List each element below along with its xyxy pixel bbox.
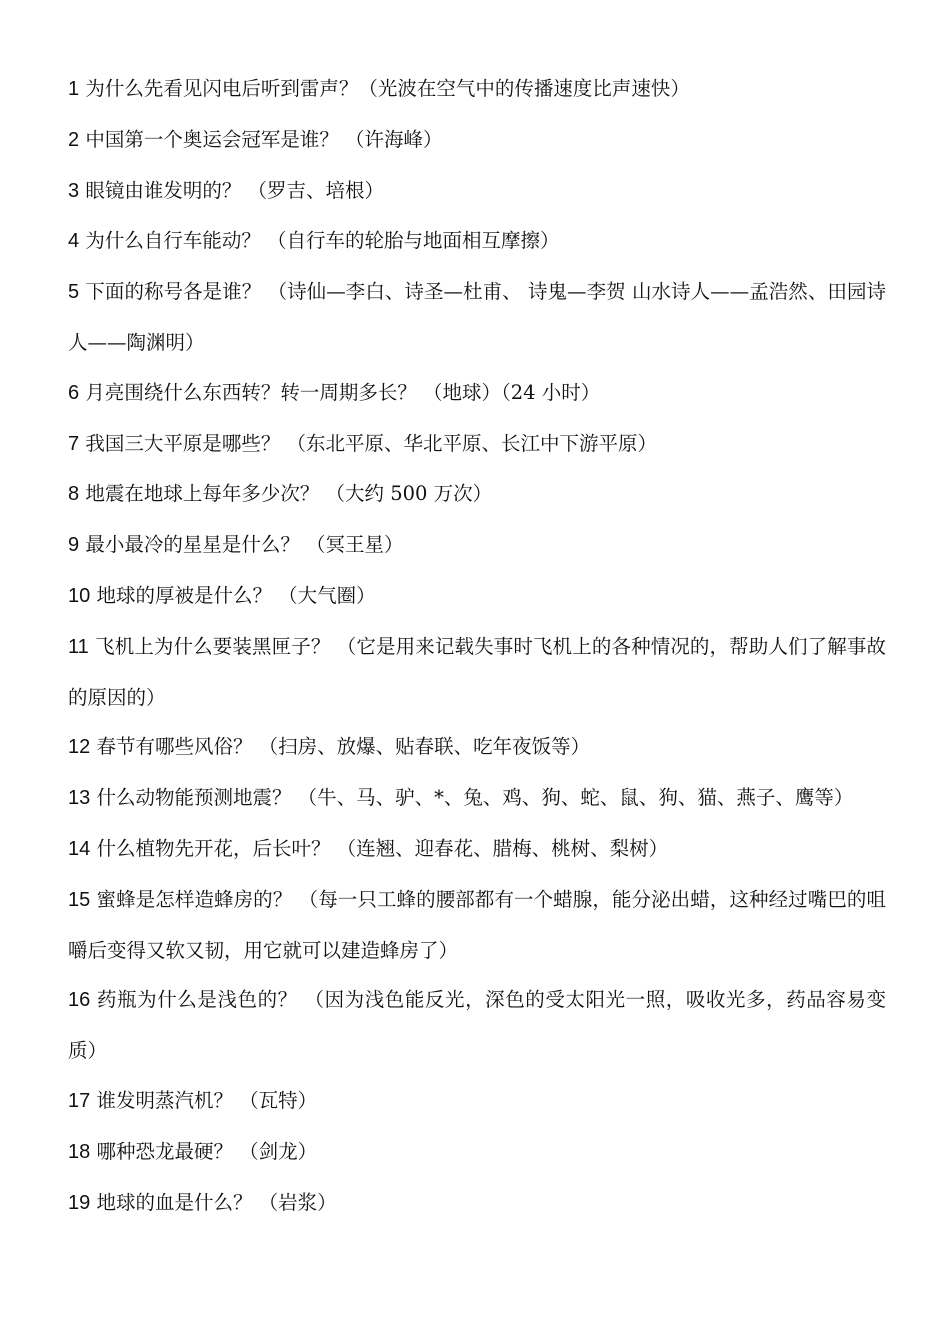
qa-item-4 bbox=[68, 216, 886, 267]
item-number: 1 bbox=[68, 78, 80, 100]
item-text: 谁发明蒸汽机？ （瓦特） bbox=[90, 1088, 318, 1112]
item-number: 8 bbox=[68, 483, 80, 506]
item-number: 18 bbox=[68, 1140, 91, 1163]
item-text: 地球的血是什么？ （岩浆） bbox=[90, 1190, 337, 1214]
item-text: 我国三大平原是哪些？ （东北平原、华北平原、长江中下游平原） bbox=[79, 431, 658, 455]
qa-item-15 bbox=[68, 875, 886, 976]
item-number: 4 bbox=[68, 230, 80, 253]
qa-item-16 bbox=[68, 975, 886, 1076]
item-number: 10 bbox=[68, 584, 91, 607]
item-text: 下面的称号各是谁？ （诗仙—李白、诗圣—杜甫、 诗鬼—李贺 山水诗人——孟浩然、田园诗人——陶渊明） bbox=[68, 280, 886, 354]
item-text: 月亮围绕什么东西转？转一周期多长？ （地球）（24 小时） bbox=[79, 380, 601, 404]
item-number: 13 bbox=[68, 787, 91, 810]
qa-item-6 bbox=[68, 368, 886, 419]
qa-item-19 bbox=[68, 1178, 886, 1229]
item-number: 7 bbox=[68, 432, 80, 455]
item-text: 地震在地球上每年多少次？ （大约 500 万次） bbox=[79, 482, 493, 506]
item-number: 15 bbox=[68, 888, 91, 911]
item-number: 6 bbox=[68, 381, 80, 404]
item-number: 19 bbox=[68, 1191, 91, 1214]
item-text: 什么动物能预测地震？ （牛、马、驴、*、兔、鸡、狗、蛇、鼠、狗、猫、燕子、鹰等） bbox=[90, 786, 854, 810]
qa-item-10 bbox=[68, 571, 886, 622]
item-number: 16 bbox=[68, 989, 91, 1012]
qa-item-9 bbox=[68, 520, 886, 571]
item-number: 3 bbox=[68, 179, 80, 202]
item-text: 地球的厚被是什么？ （大气圈） bbox=[90, 583, 376, 607]
document-page bbox=[68, 64, 886, 1228]
qa-item-18 bbox=[68, 1127, 886, 1178]
qa-item-1 bbox=[68, 64, 886, 115]
qa-item-11 bbox=[68, 622, 886, 723]
qa-item-3 bbox=[68, 166, 886, 217]
qa-item-17 bbox=[68, 1076, 886, 1127]
item-text: 飞机上为什么要装黑匣子？ （它是用来记载失事时飞机上的各种情况的，帮助人们了解事故的原因的） bbox=[68, 634, 886, 709]
item-number: 14 bbox=[68, 837, 91, 860]
qa-item-7 bbox=[68, 419, 886, 470]
item-text: 药瓶为什么是浅色的？ （因为浅色能反光，深色的受太阳光一照，吸收光多，药品容易变质） bbox=[68, 988, 886, 1063]
item-text: 为什么自行车能动？ （自行车的轮胎与地面相互摩擦） bbox=[79, 229, 560, 253]
item-number: 9 bbox=[68, 534, 80, 557]
item-number: 11 bbox=[68, 635, 89, 658]
item-text: 什么植物先开花，后长叶？ （连翘、迎春花、腊梅、桃树、梨树） bbox=[90, 836, 669, 860]
qa-item-13 bbox=[68, 773, 886, 824]
item-text: 蜜蜂是怎样造蜂房的？ （每一只工蜂的腰部都有一个蜡腺，能分泌出蜡，这种经过嘴巴的咀嚼后变得又软又韧，用它就可以建造蜂房了） bbox=[68, 887, 886, 962]
item-number: 12 bbox=[68, 736, 91, 759]
qa-item-5 bbox=[68, 267, 886, 368]
item-number: 5 bbox=[68, 281, 80, 304]
item-number: 2 bbox=[68, 128, 80, 151]
qa-item-2 bbox=[68, 115, 886, 166]
qa-item-14 bbox=[68, 824, 886, 875]
item-text: 眼镜由谁发明的？ （罗吉、培根） bbox=[79, 178, 385, 202]
item-text: 中国第一个奥运会冠军是谁？ （许海峰） bbox=[79, 127, 443, 151]
item-text: 春节有哪些风俗？ （扫房、放爆、贴春联、吃年夜饭等） bbox=[90, 735, 591, 759]
qa-item-8 bbox=[68, 469, 886, 520]
item-number: 17 bbox=[68, 1089, 91, 1112]
item-text: 哪种恐龙最硬？ （剑龙） bbox=[90, 1139, 318, 1163]
qa-item-12 bbox=[68, 722, 886, 773]
item-text: 最小最冷的星星是什么？ （冥王星） bbox=[79, 533, 404, 557]
item-text: 为什么先看见闪电后听到雷声？（光波在空气中的传播速度比声速快） bbox=[79, 77, 690, 100]
